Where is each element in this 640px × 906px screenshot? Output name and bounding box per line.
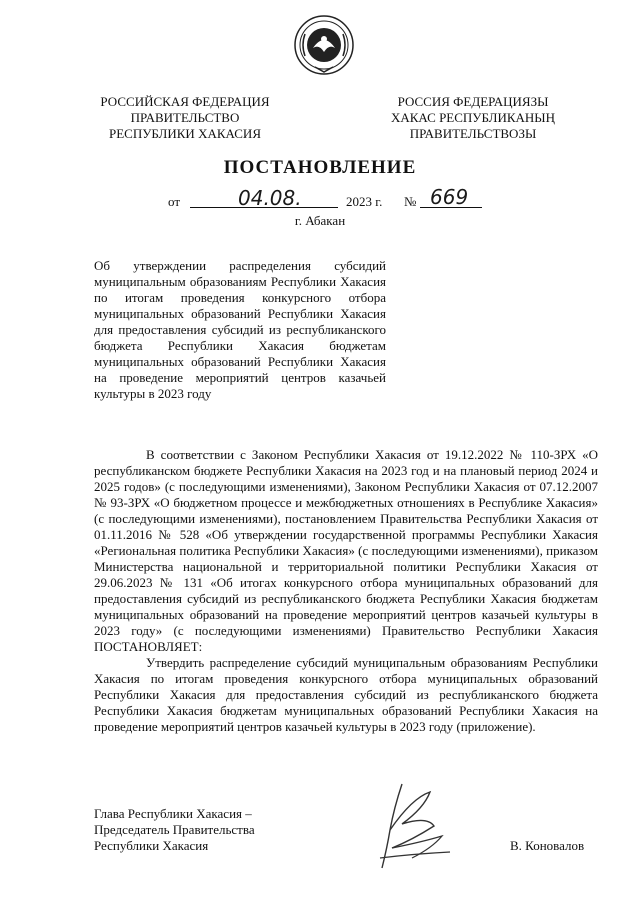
- document-subject: Об утверждении распределения субсидий муниципальным образованиям Республики Хакасия по итогам проведения конкурсного отбора муниципальных образований Республики Хакасия для предоставления субсидий из республиканского бюджета Республики Хакасия бюджетам муниципальных образований Республики Хакасия на проведение мероприятий центров казачьей культуры в 2023 году: [94, 258, 386, 401]
- handwritten-signature-icon: [372, 778, 472, 878]
- handwritten-number: 669: [430, 185, 469, 209]
- city-label: г. Абакан: [294, 213, 346, 228]
- document-body: [94, 447, 598, 735]
- body-paragraph-1: В соответствии с Законом Республики Хакасия от 19.12.2022 № 110-ЗРХ «О республиканском бюджете Республики Хакасия на 2023 год и на плановый период 2024 и 2025 годов» (с последующими изменениями), Законом Республики Хакасия от 07.12.2007 № 93-ЗРХ «О бюджетном процессе и межбюджетных отношениях в Республике Хакасия» (с последующими изменениями), постановлением Правительства Республики Хакасия от 01.11.2016 № 528 «Об утверждении государственной программы Республики Хакасия «Региональная политика Республики Хакасия» (с последующими изменениями), приказом Министерства национальной и территориальной политики Республики Хакасия от 29.06.2023 № 131 «Об итогах конкурсного отбора муниципальных образований для предоставления субсидий из республиканского бюджета Республики Хакасия бюджетам муниципальных образований на проведение мероприятий центров казачьей культуры в 2023 году» (с последующими изменениями) Правительство Республики Хакасия ПОСТАНОВЛЯЕТ:: [94, 447, 598, 654]
- signatory-name: В. Коновалов: [510, 838, 585, 853]
- year-label: 2023 г.: [346, 194, 383, 209]
- body-paragraph-2: Утвердить распределение субсидий муниципальным образованиям Республики Хакасия по итогам проведения конкурсного отбора муниципальных образований Республики Хакасия для предоставления субсидий из республиканского бюджета Республики Хакасия бюджетам муниципальных образований Республики Хакасия на проведение мероприятий центров казачьей культуры в 2023 году (приложение).: [94, 655, 598, 734]
- coat-of-arms-emblem-icon: [293, 14, 355, 76]
- header-right-authority: РОССИЯ ФЕДЕРАЦИЯЗЫ ХАКАС РЕСПУБЛИКАНЫҢ ПРАВИТЕЛЬСТВОЗЫ: [390, 94, 556, 141]
- number-label: №: [404, 194, 417, 209]
- handwritten-date: 04.08.: [238, 186, 302, 210]
- date-from-label: от: [168, 194, 181, 209]
- header-left-authority: РОССИЙСКАЯ ФЕДЕРАЦИЯ ПРАВИТЕЛЬСТВО РЕСПУБЛИКИ ХАКАСИЯ: [100, 94, 270, 141]
- date-number-line: [168, 185, 498, 212]
- document-title: ПОСТАНОВЛЕНИЕ: [223, 157, 417, 178]
- signatory-position: Глава Республики Хакасия – Председатель Правительства Республики Хакасия: [94, 806, 255, 853]
